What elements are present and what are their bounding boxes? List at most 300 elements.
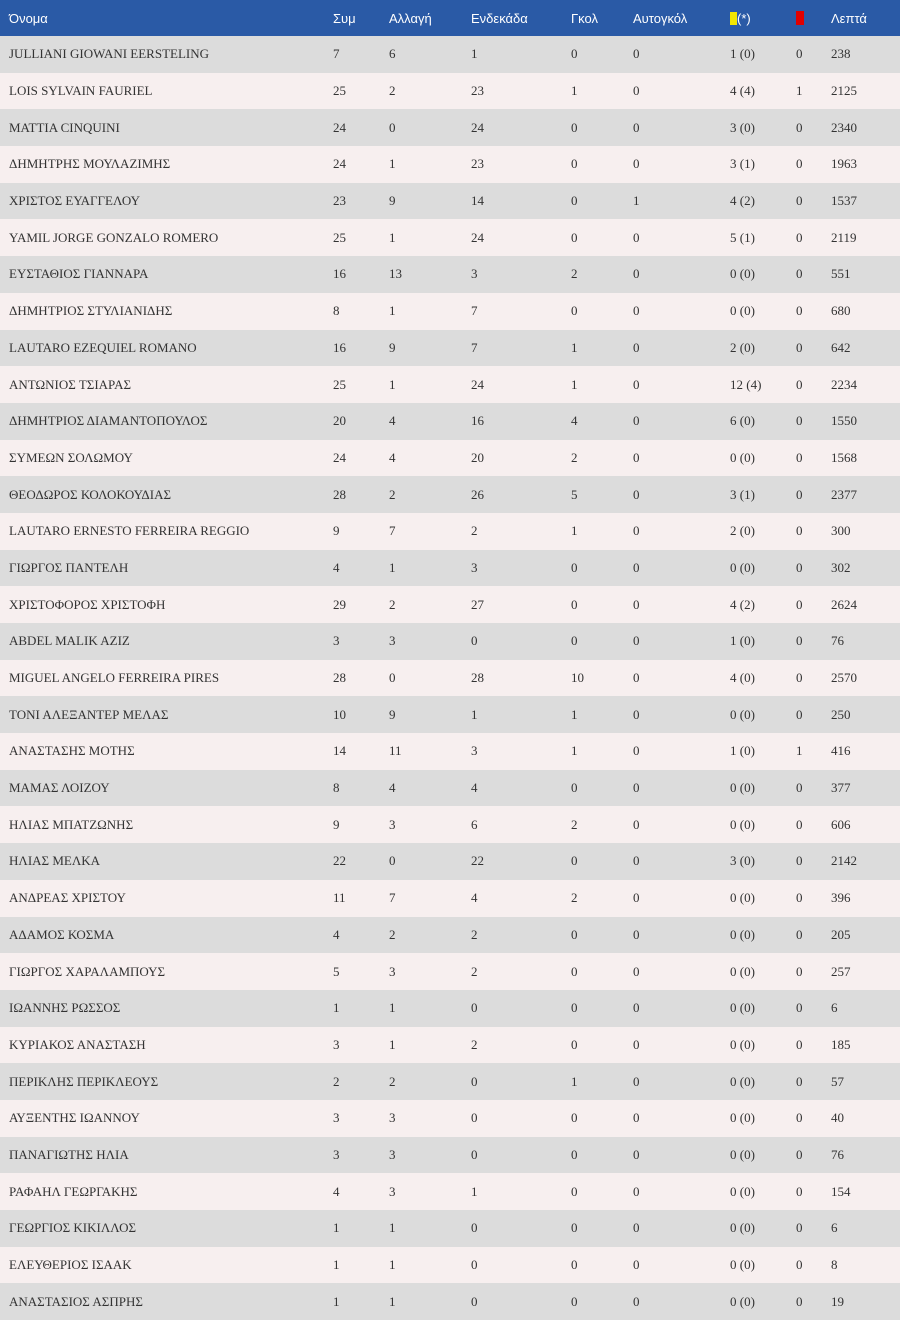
goals-cell: 1 [571, 1063, 633, 1100]
minutes-cell: 2125 [831, 73, 900, 110]
own-goals-cell: 0 [633, 366, 730, 403]
red-cards-cell: 0 [796, 256, 831, 293]
minutes-cell: 57 [831, 1063, 900, 1100]
starts-cell: 0 [471, 1063, 571, 1100]
yellow-cards-cell: 0 (0) [730, 256, 796, 293]
player-name: ΧΡΙΣΤΟΦΟΡΟΣ ΧΡΙΣΤΟΦΗ [0, 586, 333, 623]
own-goals-cell: 0 [633, 953, 730, 990]
apps-cell: 4 [333, 1173, 389, 1210]
apps-cell: 3 [333, 623, 389, 660]
apps-cell: 5 [333, 953, 389, 990]
yellow-cards-cell: 0 (0) [730, 806, 796, 843]
minutes-cell: 302 [831, 550, 900, 587]
own-goals-cell: 0 [633, 770, 730, 807]
subs-cell: 2 [389, 917, 471, 954]
subs-cell: 2 [389, 73, 471, 110]
minutes-cell: 205 [831, 917, 900, 954]
apps-cell: 24 [333, 440, 389, 477]
own-goals-cell: 0 [633, 256, 730, 293]
starts-cell: 24 [471, 109, 571, 146]
minutes-cell: 2119 [831, 219, 900, 256]
minutes-cell: 6 [831, 1210, 900, 1247]
apps-cell: 1 [333, 990, 389, 1027]
red-cards-cell: 0 [796, 550, 831, 587]
yellow-cards-cell: 0 (0) [730, 1027, 796, 1064]
own-goals-cell: 1 [633, 183, 730, 220]
minutes-cell: 1537 [831, 183, 900, 220]
goals-cell: 1 [571, 513, 633, 550]
subs-cell: 2 [389, 586, 471, 623]
header-subs[interactable]: Αλλαγή [389, 0, 471, 36]
minutes-cell: 2142 [831, 843, 900, 880]
red-cards-cell: 0 [796, 513, 831, 550]
starts-cell: 1 [471, 1173, 571, 1210]
header-red-cards[interactable] [796, 0, 831, 36]
own-goals-cell: 0 [633, 403, 730, 440]
goals-cell: 0 [571, 586, 633, 623]
table-body [0, 36, 900, 1320]
minutes-cell: 76 [831, 1137, 900, 1174]
minutes-cell: 642 [831, 330, 900, 367]
table-row [0, 880, 900, 917]
own-goals-cell: 0 [633, 990, 730, 1027]
red-cards-cell: 0 [796, 1063, 831, 1100]
apps-cell: 1 [333, 1210, 389, 1247]
apps-cell: 28 [333, 660, 389, 697]
header-apps[interactable]: Συμ [333, 0, 389, 36]
table-row [0, 1137, 900, 1174]
apps-cell: 20 [333, 403, 389, 440]
starts-cell: 16 [471, 403, 571, 440]
minutes-cell: 1550 [831, 403, 900, 440]
own-goals-cell: 0 [633, 806, 730, 843]
starts-cell: 0 [471, 1100, 571, 1137]
player-name: MATTIA CINQUINI [0, 109, 333, 146]
red-cards-cell: 0 [796, 219, 831, 256]
starts-cell: 24 [471, 219, 571, 256]
minutes-cell: 257 [831, 953, 900, 990]
player-name: ΘΕΟΔΩΡΟΣ ΚΟΛΟΚΟΥΔΙΑΣ [0, 476, 333, 513]
goals-cell: 0 [571, 550, 633, 587]
player-name: ΣΥΜΕΩΝ ΣΟΛΩΜΟΥ [0, 440, 333, 477]
table-row [0, 256, 900, 293]
red-cards-cell: 0 [796, 109, 831, 146]
table-row [0, 806, 900, 843]
table-row [0, 73, 900, 110]
starts-cell: 2 [471, 1027, 571, 1064]
subs-cell: 1 [389, 146, 471, 183]
red-cards-cell: 0 [796, 806, 831, 843]
subs-cell: 9 [389, 696, 471, 733]
own-goals-cell: 0 [633, 440, 730, 477]
starts-cell: 24 [471, 366, 571, 403]
red-cards-cell: 0 [796, 293, 831, 330]
minutes-cell: 2234 [831, 366, 900, 403]
own-goals-cell: 0 [633, 733, 730, 770]
player-name: LAUTARO ERNESTO FERREIRA REGGIO [0, 513, 333, 550]
table-row [0, 476, 900, 513]
apps-cell: 25 [333, 219, 389, 256]
apps-cell: 8 [333, 770, 389, 807]
player-name: ΑΝΑΣΤΑΣΙΟΣ ΑΣΠΡΗΣ [0, 1283, 333, 1320]
red-cards-cell: 0 [796, 660, 831, 697]
minutes-cell: 396 [831, 880, 900, 917]
goals-cell: 0 [571, 1137, 633, 1174]
subs-cell: 3 [389, 1173, 471, 1210]
player-name: ΑΝΑΣΤΑΣΗΣ ΜΟΤΗΣ [0, 733, 333, 770]
table-row [0, 843, 900, 880]
table-row [0, 183, 900, 220]
minutes-cell: 19 [831, 1283, 900, 1320]
subs-cell: 3 [389, 806, 471, 843]
apps-cell: 8 [333, 293, 389, 330]
starts-cell: 2 [471, 917, 571, 954]
subs-cell: 1 [389, 219, 471, 256]
own-goals-cell: 0 [633, 880, 730, 917]
own-goals-cell: 0 [633, 1173, 730, 1210]
minutes-cell: 238 [831, 36, 900, 73]
minutes-cell: 40 [831, 1100, 900, 1137]
subs-cell: 0 [389, 660, 471, 697]
table-row [0, 953, 900, 990]
own-goals-cell: 0 [633, 109, 730, 146]
header-minutes[interactable]: Λεπτά [831, 0, 900, 36]
goals-cell: 2 [571, 806, 633, 843]
table-row [0, 1063, 900, 1100]
minutes-cell: 606 [831, 806, 900, 843]
apps-cell: 3 [333, 1027, 389, 1064]
yellow-cards-cell: 3 (1) [730, 476, 796, 513]
red-cards-cell: 0 [796, 1137, 831, 1174]
minutes-cell: 680 [831, 293, 900, 330]
minutes-cell: 8 [831, 1247, 900, 1284]
apps-cell: 14 [333, 733, 389, 770]
yellow-cards-cell: 0 (0) [730, 1283, 796, 1320]
player-name: LOIS SYLVAIN FAURIEL [0, 73, 333, 110]
own-goals-cell: 0 [633, 476, 730, 513]
own-goals-cell: 0 [633, 330, 730, 367]
table-row [0, 1173, 900, 1210]
starts-cell: 1 [471, 36, 571, 73]
red-cards-cell: 0 [796, 476, 831, 513]
table-row [0, 623, 900, 660]
apps-cell: 24 [333, 146, 389, 183]
yellow-cards-cell: 1 (0) [730, 36, 796, 73]
red-cards-cell: 0 [796, 366, 831, 403]
starts-cell: 3 [471, 733, 571, 770]
table-row [0, 696, 900, 733]
starts-cell: 23 [471, 146, 571, 183]
minutes-cell: 76 [831, 623, 900, 660]
red-cards-cell: 0 [796, 917, 831, 954]
subs-cell: 1 [389, 1210, 471, 1247]
table-row [0, 36, 900, 73]
yellow-cards-cell: 3 (0) [730, 843, 796, 880]
own-goals-cell: 0 [633, 843, 730, 880]
starts-cell: 0 [471, 1247, 571, 1284]
starts-cell: 3 [471, 550, 571, 587]
own-goals-cell: 0 [633, 293, 730, 330]
own-goals-cell: 0 [633, 623, 730, 660]
red-cards-cell: 0 [796, 770, 831, 807]
player-name: ΙΩΑΝΝΗΣ ΡΩΣΣΟΣ [0, 990, 333, 1027]
starts-cell: 0 [471, 990, 571, 1027]
player-name: ΓΙΩΡΓΟΣ ΧΑΡΑΛΑΜΠΟΥΣ [0, 953, 333, 990]
yellow-cards-cell: 0 (0) [730, 917, 796, 954]
goals-cell: 1 [571, 733, 633, 770]
starts-cell: 0 [471, 1283, 571, 1320]
goals-cell: 0 [571, 183, 633, 220]
subs-cell: 1 [389, 366, 471, 403]
table-row [0, 330, 900, 367]
starts-cell: 1 [471, 696, 571, 733]
starts-cell: 3 [471, 256, 571, 293]
yellow-cards-cell: 0 (0) [730, 1063, 796, 1100]
table-row [0, 1247, 900, 1284]
apps-cell: 10 [333, 696, 389, 733]
table-row [0, 146, 900, 183]
minutes-cell: 250 [831, 696, 900, 733]
red-cards-cell: 0 [796, 1210, 831, 1247]
own-goals-cell: 0 [633, 1137, 730, 1174]
player-name: MIGUEL ANGELO FERREIRA PIRES [0, 660, 333, 697]
yellow-cards-cell: 0 (0) [730, 1247, 796, 1284]
red-cards-cell: 0 [796, 1283, 831, 1320]
table-row [0, 366, 900, 403]
own-goals-cell: 0 [633, 513, 730, 550]
yellow-cards-cell: 1 (0) [730, 623, 796, 660]
red-cards-cell: 0 [796, 330, 831, 367]
subs-cell: 1 [389, 293, 471, 330]
red-cards-cell: 0 [796, 880, 831, 917]
red-cards-cell: 0 [796, 623, 831, 660]
table-row [0, 109, 900, 146]
goals-cell: 0 [571, 1173, 633, 1210]
apps-cell: 1 [333, 1283, 389, 1320]
red-cards-cell: 0 [796, 990, 831, 1027]
goals-cell: 0 [571, 843, 633, 880]
own-goals-cell: 0 [633, 1027, 730, 1064]
starts-cell: 26 [471, 476, 571, 513]
subs-cell: 0 [389, 109, 471, 146]
starts-cell: 2 [471, 953, 571, 990]
red-cards-cell: 0 [796, 1247, 831, 1284]
minutes-cell: 551 [831, 256, 900, 293]
minutes-cell: 300 [831, 513, 900, 550]
goals-cell: 2 [571, 880, 633, 917]
goals-cell: 0 [571, 1247, 633, 1284]
apps-cell: 23 [333, 183, 389, 220]
subs-cell: 4 [389, 770, 471, 807]
minutes-cell: 185 [831, 1027, 900, 1064]
own-goals-cell: 0 [633, 146, 730, 183]
apps-cell: 4 [333, 550, 389, 587]
player-name: ΧΡΙΣΤΟΣ ΕΥΑΓΓΕΛΟΥ [0, 183, 333, 220]
starts-cell: 7 [471, 293, 571, 330]
yellow-cards-cell: 3 (1) [730, 146, 796, 183]
minutes-cell: 2570 [831, 660, 900, 697]
red-cards-cell: 0 [796, 146, 831, 183]
apps-cell: 4 [333, 917, 389, 954]
goals-cell: 0 [571, 770, 633, 807]
apps-cell: 2 [333, 1063, 389, 1100]
goals-cell: 0 [571, 623, 633, 660]
starts-cell: 0 [471, 623, 571, 660]
starts-cell: 6 [471, 806, 571, 843]
goals-cell: 0 [571, 953, 633, 990]
header-name[interactable]: Όνομα [0, 0, 333, 36]
red-cards-cell: 0 [796, 1027, 831, 1064]
yellow-cards-cell: 0 (0) [730, 990, 796, 1027]
yellow-cards-cell: 3 (0) [730, 109, 796, 146]
goals-cell: 0 [571, 293, 633, 330]
minutes-cell: 1963 [831, 146, 900, 183]
yellow-cards-cell: 4 (4) [730, 73, 796, 110]
own-goals-cell: 0 [633, 1283, 730, 1320]
subs-cell: 3 [389, 953, 471, 990]
subs-cell: 6 [389, 36, 471, 73]
table-row [0, 440, 900, 477]
table-row [0, 293, 900, 330]
starts-cell: 22 [471, 843, 571, 880]
minutes-cell: 2377 [831, 476, 900, 513]
yellow-cards-cell: 6 (0) [730, 403, 796, 440]
table-row [0, 550, 900, 587]
apps-cell: 9 [333, 513, 389, 550]
subs-cell: 1 [389, 1283, 471, 1320]
subs-cell: 3 [389, 1137, 471, 1174]
player-name: ΑΝΤΩΝΙΟΣ ΤΣΙΑΡΑΣ [0, 366, 333, 403]
starts-cell: 28 [471, 660, 571, 697]
table-row [0, 1283, 900, 1320]
red-cards-cell: 0 [796, 36, 831, 73]
apps-cell: 24 [333, 109, 389, 146]
subs-cell: 4 [389, 403, 471, 440]
player-name: ΓΕΩΡΓΙΟΣ ΚΙΚΙΛΛΟΣ [0, 1210, 333, 1247]
player-name: YAMIL JORGE GONZALO ROMERO [0, 219, 333, 256]
player-name: ΔΗΜΗΤΡΗΣ ΜΟΥΛΑΖΙΜΗΣ [0, 146, 333, 183]
yellow-cards-cell: 4 (2) [730, 183, 796, 220]
player-name: ΤΟΝΙ ΑΛΕΞΑΝΤΕΡ ΜΕΛΑΣ [0, 696, 333, 733]
apps-cell: 25 [333, 73, 389, 110]
goals-cell: 4 [571, 403, 633, 440]
subs-cell: 1 [389, 1247, 471, 1284]
player-name: ΕΥΣΤΑΘΙΟΣ ΓΙΑΝΝΑΡΑ [0, 256, 333, 293]
player-name: LAUTARO EZEQUIEL ROMANO [0, 330, 333, 367]
subs-cell: 0 [389, 843, 471, 880]
own-goals-cell: 0 [633, 1247, 730, 1284]
yellow-cards-cell: 0 (0) [730, 1137, 796, 1174]
player-name: ΠΑΝΑΓΙΩΤΗΣ ΗΛΙΑ [0, 1137, 333, 1174]
apps-cell: 16 [333, 256, 389, 293]
minutes-cell: 2624 [831, 586, 900, 623]
player-name: ΑΝΔΡΕΑΣ ΧΡΙΣΤΟΥ [0, 880, 333, 917]
yellow-cards-cell: 0 (0) [730, 1210, 796, 1247]
goals-cell: 0 [571, 1283, 633, 1320]
yellow-cards-cell: 0 (0) [730, 696, 796, 733]
player-name: ΔΗΜΗΤΡΙΟΣ ΣΤΥΛΙΑΝΙΔΗΣ [0, 293, 333, 330]
player-name: ΗΛΙΑΣ ΜΕΛΚΑ [0, 843, 333, 880]
apps-cell: 11 [333, 880, 389, 917]
table-row [0, 917, 900, 954]
yellow-cards-cell: 4 (2) [730, 586, 796, 623]
table-header-row [0, 0, 900, 36]
starts-cell: 23 [471, 73, 571, 110]
own-goals-cell: 0 [633, 1210, 730, 1247]
table-row [0, 990, 900, 1027]
player-name: ΓΙΩΡΓΟΣ ΠΑΝΤΕΛΗ [0, 550, 333, 587]
goals-cell: 0 [571, 1027, 633, 1064]
red-cards-cell: 0 [796, 1173, 831, 1210]
minutes-cell: 377 [831, 770, 900, 807]
yellow-cards-cell: 0 (0) [730, 880, 796, 917]
own-goals-cell: 0 [633, 1063, 730, 1100]
goals-cell: 1 [571, 330, 633, 367]
own-goals-cell: 0 [633, 219, 730, 256]
table-row [0, 1027, 900, 1064]
apps-cell: 28 [333, 476, 389, 513]
yellow-cards-cell: 1 (0) [730, 733, 796, 770]
table-row [0, 733, 900, 770]
red-cards-cell: 0 [796, 843, 831, 880]
yellow-cards-cell: 0 (0) [730, 953, 796, 990]
starts-cell: 7 [471, 330, 571, 367]
header-starts[interactable]: Ενδεκάδα [471, 0, 571, 36]
header-own-goals[interactable]: Αυτογκόλ [633, 0, 730, 36]
table-row [0, 770, 900, 807]
apps-cell: 25 [333, 366, 389, 403]
own-goals-cell: 0 [633, 73, 730, 110]
player-name: ΗΛΙΑΣ ΜΠΑΤΖΩΝΗΣ [0, 806, 333, 843]
minutes-cell: 416 [831, 733, 900, 770]
starts-cell: 2 [471, 513, 571, 550]
own-goals-cell: 0 [633, 660, 730, 697]
goals-cell: 0 [571, 1100, 633, 1137]
apps-cell: 3 [333, 1100, 389, 1137]
red-card-icon [796, 11, 804, 25]
yellow-cards-cell: 0 (0) [730, 1173, 796, 1210]
starts-cell: 0 [471, 1137, 571, 1174]
header-goals[interactable]: Γκολ [571, 0, 633, 36]
subs-cell: 1 [389, 990, 471, 1027]
goals-cell: 2 [571, 256, 633, 293]
starts-cell: 27 [471, 586, 571, 623]
red-cards-cell: 0 [796, 586, 831, 623]
yellow-cards-cell: 2 (0) [730, 513, 796, 550]
yellow-cards-cell: 5 (1) [730, 219, 796, 256]
goals-cell: 2 [571, 440, 633, 477]
own-goals-cell: 0 [633, 36, 730, 73]
subs-cell: 9 [389, 183, 471, 220]
subs-cell: 2 [389, 1063, 471, 1100]
table-row [0, 403, 900, 440]
goals-cell: 0 [571, 109, 633, 146]
own-goals-cell: 0 [633, 696, 730, 733]
apps-cell: 3 [333, 1137, 389, 1174]
table-row [0, 513, 900, 550]
red-cards-cell: 0 [796, 440, 831, 477]
minutes-cell: 1568 [831, 440, 900, 477]
red-cards-cell: 1 [796, 733, 831, 770]
header-yellow-suffix: (*) [737, 10, 751, 26]
player-name: ABDEL MALIK AZIZ [0, 623, 333, 660]
apps-cell: 7 [333, 36, 389, 73]
header-yellow-cards[interactable] [730, 0, 796, 36]
red-cards-cell: 0 [796, 403, 831, 440]
red-cards-cell: 0 [796, 183, 831, 220]
player-name: ΑΔΑΜΟΣ ΚΟΣΜΑ [0, 917, 333, 954]
goals-cell: 0 [571, 146, 633, 183]
